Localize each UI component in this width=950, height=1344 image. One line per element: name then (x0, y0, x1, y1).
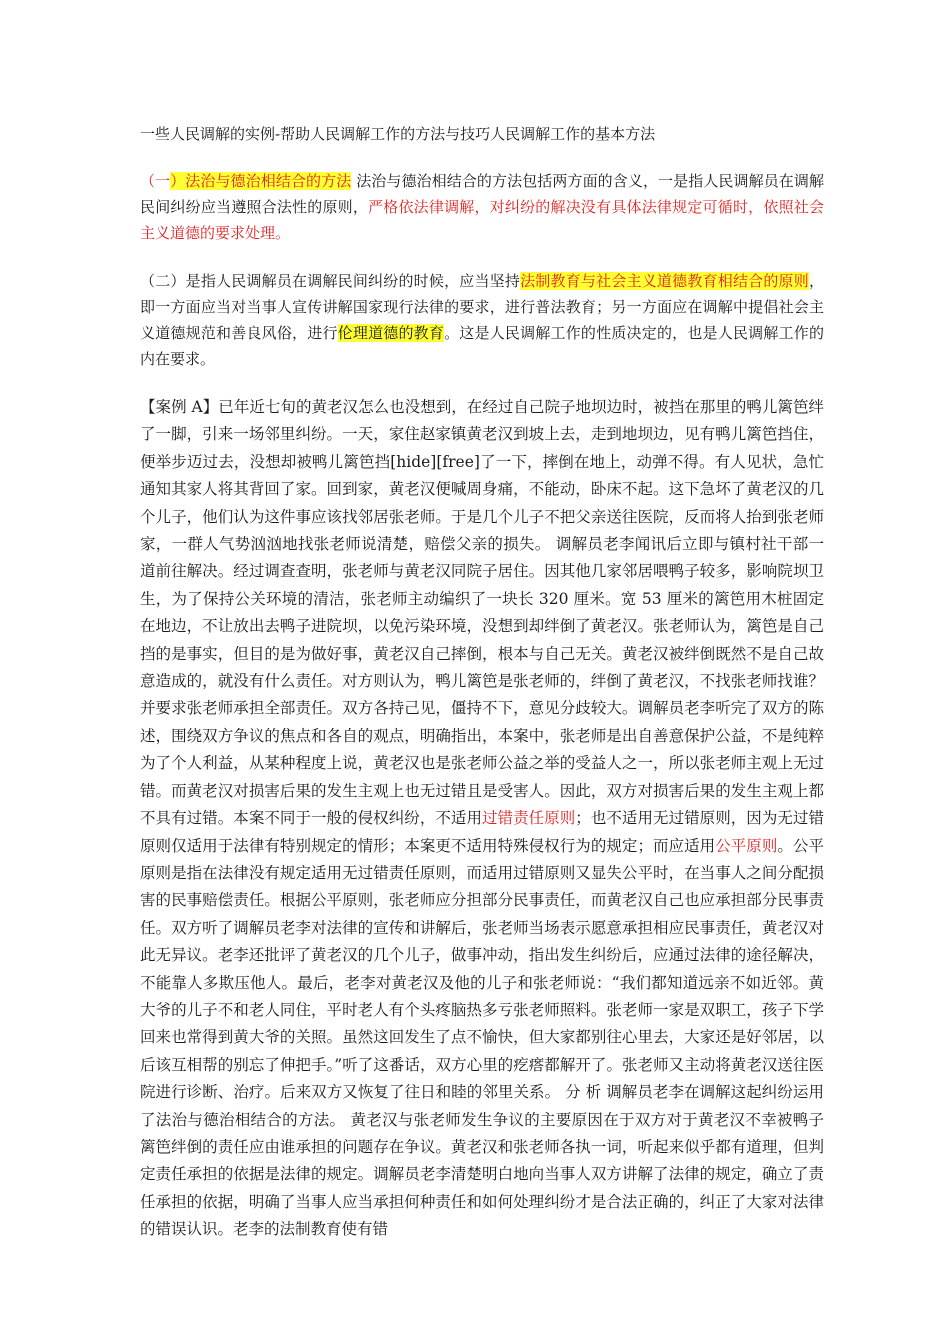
p2-highlight1: 法制教育与社会主义道德教育相结合的原则 (520, 272, 809, 290)
paragraph-method-one (140, 168, 824, 246)
document-title: 一些人民调解的实例-帮助人民调解工作的方法与技巧人民调解工作的基本方法 (140, 125, 656, 143)
paragraph-case-a (140, 394, 824, 1244)
case-red2: 公平原则 (715, 836, 778, 855)
p2-highlight2: 伦理道德的教育 (337, 324, 445, 342)
case-text3: 。公平原则是指在法律没有规定适用无过错责任原则，而适用过错原则又显失公平时，在当事人之间分配损害的民事赔偿责任。根据公平原则，张老师应分担部分民事责任，而黄老汉自己也应承担部分民事责任。双方听了调解员老李对法律的宣传和讲解后，张老师当场表示愿意承担相应民事责任，黄老汉对此无异议。老李还批评了黄老汉的几个儿子，做事冲动，指出发生纠纷后，应通过法律的途径解决，不能靠人多欺压他人。最后，老李对黄老汉及他的儿子和张老师说：“我们都知道远亲不如近邻。黄大爷的儿子不和老人同住，平时老人有个头疼脑热多亏张老师照料。张老师一家是双职工，孩子下学回来也常得到黄大爷的关照。虽然这回发生了点不愉快，但大家都别往心里去，大家还是好邻居，以后该互相帮的别忘了伸把手。”听了这番话，双方心里的疙瘩都解开了。张老师又主动将黄老汉送往医院进行诊断、治疗。后来双方又恢复了往日和睦的邻里关系。 分 析 调解员老李在调解这起纠纷运用了法治与德治相结合的方法。 黄老汉与张老师发生争议的主要原因在于双方对于黄老汉不幸被鸭子篱笆绊倒的责任应由谁承担的问题存在争议。黄老汉和张老师各执一词，听起来似乎都有道理，但判定责任承担的依据是法律的规定。调解员老李清楚明白地向当事人双方讲解了法律的规定，确立了责任承担的依据，明确了当事人应当承担何种责任和如何处理纠纷才是合法正确的，纠正了大家对法律的错误认识。老李的法制教育使有错 (140, 836, 824, 1239)
case-text1: 【案例 A】已年近七旬的黄老汉怎么也没想到，在经过自己院子地坝边时，被挡在那里的鸭儿篱笆绊了一脚，引来一场邻里纠纷。一天，家住赵家镇黄老汉到坡上去，走到地坝边，见有鸭儿篱笆挡住，便举步迈过去，没想却被鸭儿篱笆挡[hide][free]了一下，摔倒在地上，动弹不得。有人见状，急忙通知其家人将其背回了家。回到家，黄老汉便喊周身痛，不能动，卧床不起。这下急坏了黄老汉的几个儿子，他们认为这件事应该找邻居张老师。于是几个儿子不把父亲送往医院，反而将人抬到张老师家，一群人气势汹汹地找张老师说清楚，赔偿父亲的损失。 调解员老李闻讯后立即与镇村社干部一道前往解决。经过调查查明，张老师与黄老汉同院子居住。因其他几家邻居喂鸭子较多，影响院坝卫生，为了保持公关环境的清洁，张老师主动编织了一块长 320 厘米。宽 53 厘米的篱笆用木桩固定在地边，不让放出去鸭子进院坝，以免污染环境，没想到却绊倒了黄老汉。张老师认为，篱笆是自己挡的是事实，但目的是为做好事，黄老汉自己摔倒，根本与自己无关。黄老汉被绊倒既然不是自己故意造成的，就没有什么责任。对方则认为，鸭儿篱笆是张老师的，绊倒了黄老汉，不找张老师找谁？并要求张老师承担全部责任。双方各持己见，僵持不下，意见分歧较大。调解员老李听完了双方的陈述，围绕双方争议的焦点和各自的观点，明确指出，本案中，张老师是出自善意保护公益，不是纯粹为了个人利益，从某种程度上说，黄老汉也是张老师公益之举的受益人之一，所以张老师主观上无过错。而黄老汉对损害后果的发生主观上也无过错且是受害人。因此，双方对损害后果的发生主观上都不具有过错。本案不同于一般的侵权纠纷，不适用 (140, 398, 824, 828)
p2-text3: 。这是人民调解工作的性质决定的，也是人民调解工作的内在要求。 (140, 324, 824, 368)
case-text2: ；也不适用无过错原则，因为无过错原则仅适用于法律有特别规定的情形；本案更不适用特殊侵权行为的规定；而应适用 (140, 809, 824, 855)
p1-open: （一 (140, 172, 171, 190)
p1-red-text: 严格依法律调解，对纠纷的解决没有具体法律规定可循时，依照社会主义道德的要求处理。 (140, 198, 824, 242)
paragraph-method-two (140, 268, 824, 372)
p2-text2: ，即一方面应当对当事人宣传讲解国家现行法律的要求，进行普法教育；另一方面应在调解中提倡社会主义道德规范和善良风俗，进行 (140, 272, 824, 342)
p1-highlight: ）法治与德治相结合的方法 (170, 172, 352, 190)
p2-text1: （二）是指人民调解员在调解民间纠纷的时候，应当坚持 (140, 272, 521, 290)
case-red1: 过错责任原则 (482, 809, 576, 828)
p1-text: 法治与德治相结合的方法包括两方面的含义，一是指人民调解员在调解民间纠纷应当遵照合法性的原则， (140, 172, 824, 216)
